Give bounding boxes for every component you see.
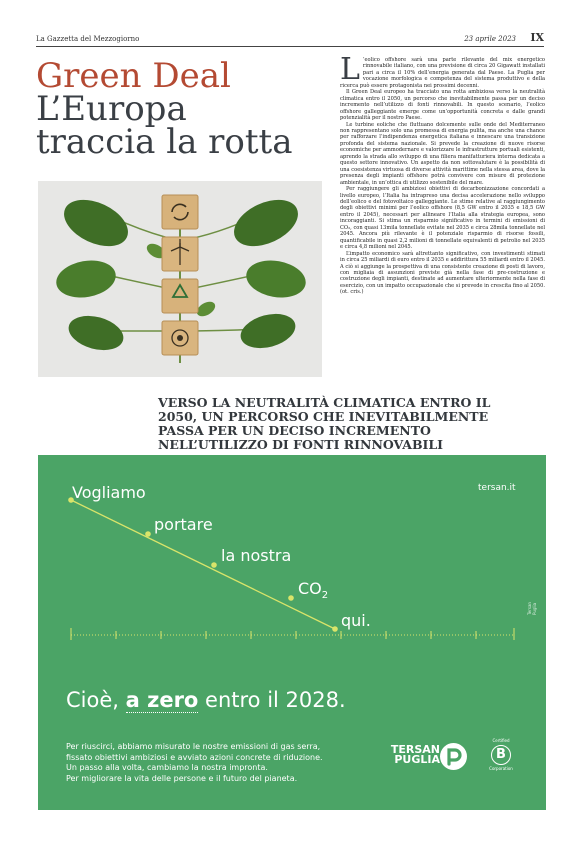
title-line-1: Green Deal (36, 56, 231, 96)
corporation-label: Corporation (489, 766, 513, 771)
ad-word-co2 (298, 579, 328, 601)
article-paragraph: Il Green Deal europeo ha tracciato una rotta ambiziosa verso la neutralità climatica entro il 2050, un percorso che inevitabilmente passa per un deciso incremento nell’utilizzo di fonti rinnovabili. In questo scenario, l’eolico offshore galleggiante emerge come un’opportunità concreta e dalle grandi potenzialità per il nostro Paese. (340, 89, 545, 122)
ad-body-line: fissato obiettivi ambiziosi e avviato azioni concrete di riduzione. (66, 752, 323, 762)
leaves-cubes-illustration (38, 181, 322, 377)
vertical-caption: Tersan Puglia (527, 602, 537, 615)
page-header (36, 33, 544, 47)
ad-word-qui: qui. (341, 611, 371, 630)
article-title (36, 56, 336, 162)
article-paragraph: ’eolico offshore sarà una parte rilevante del mix energetico rinnovabile italiano, con una previsione di circa 20 Gigawatt installati pari a circa il 10% dell’energia generata dal Paese. La Puglia per vocazione morfologica e competenza del sistema produttivo e della ricerca può essere protagonista nei prossimi decenni. (340, 57, 545, 89)
issue-date: 23 aprile 2023 (464, 35, 516, 43)
article-photo (38, 181, 322, 377)
tersan-advertisement (38, 455, 546, 810)
ad-body-text (66, 742, 366, 784)
tersan-logo-icon (440, 743, 467, 770)
article-kicker: VERSO LA NEUTRALITÀ CLIMATICA ENTRO IL 2050, UN PERCORSO CHE INEVITABILMENTE PASSA PER UN DECISO INCREMENTO NELL’UTILIZZO DI FONTI RINNOVABILI (158, 395, 491, 452)
ad-body-line: Un passo alla volta, cambiamo la nostra impronta. (66, 763, 268, 773)
headline-before: Cioè, (66, 688, 126, 712)
co2-subscript: 2 (321, 590, 329, 602)
ad-headline (66, 688, 346, 712)
ad-word-portare: portare (154, 515, 213, 534)
bcorp-b-icon: B (491, 745, 511, 765)
title-line-3: traccia la rotta (36, 122, 293, 162)
ad-body-line: Per riuscirci, abbiamo misurato le nostre emissioni di gas serra, (66, 742, 321, 751)
title-line-2: L’Europa (36, 89, 187, 129)
article-paragraph: Per raggiungere gli ambiziosi obiettivi di decarbonizzazione concordati a livello europeo, l’Italia ha intrapreso una decisa accelerazione nello sviluppo dell’eolico e del fotovoltaico galleggiante. Le stime relative al raggiungimento degli obiettivi minimi per l’eolico offshore (8,5 GW entro il 2035 e 18,5 GW entro il 2045), necessari per allineare l’Italia alla strategia europea, sono incoraggianti. Si stima un risparmio significativo in termini di emissioni di CO₂, con quasi 13mila tonnellate evitate nel 2035 e circa 28mila tonnellate nel 2045. Ancora più rilevante è il potenziale risparmio di risorse fossili, quantificabile in quasi 2,2 milioni di tonnellate equivalenti di petrolio nel 2035 e circa 4,8 milioni nel 2045. (340, 186, 545, 251)
brand-line-2: PUGLIA (394, 753, 440, 766)
brand-line-1: TERSAN (390, 743, 440, 756)
drop-cap: L (340, 52, 360, 87)
ad-body-line: Per migliorare la vita delle persone e il futuro del pianeta. (66, 773, 298, 783)
article-body (340, 52, 546, 296)
tersan-brand-name (390, 745, 440, 765)
co-text: CO (298, 579, 322, 598)
page-number: IX (530, 31, 544, 44)
logo-p-mark (440, 743, 467, 770)
newspaper-name: La Gazzetta del Mezzogiorno (36, 35, 140, 43)
article-paragraph: Le turbine eoliche che fluttuano dolcemente sulle onde del Mediterraneo non rappresentano solo una promessa di energia pulita, ma anche una chance per rafforzare l’indipendenza energetica italiana e innescare una transizione profonda del sistema nazionale. Si prevede la creazione di nuove risorse economiche per ammodernare e valorizzare le infrastrutture portuali esistenti, aprendo la strada allo sviluppo di una filiera manifatturiera interna dedicata a questo settore innovativo. Un aspetto da non sottovalutare è la possibilità di una coesistenza virtuosa di diverse attività marittime nella stessa area, dove la presenza degli impianti offshore potrà convivere con misure di protezione ambientale, in un’ottica di utilizzo sostenibile del mare. (340, 121, 545, 186)
headline-after: entro il 2028. (198, 688, 346, 712)
certified-label: Certified (492, 738, 510, 743)
article-paragraph: L’impatto economico sarà altrettanto significativo, con investimenti stimati in circa 25 miliardi di euro entro il 2035 e addirittura 55 miliardi entro il 2045. A ciò si aggiunge la prospettiva di una consistente creazione di posti di lavoro, con migliaia di assunzioni previste già nella fase di pre-costruzione e costruzione degli impianti, destinate ad aumentare ulteriormente nella fase di esercizio, con un impatto occupazionale che si prevede in crescita fino al 2050. (ot. cris.) (340, 250, 546, 296)
headline-bold: a zero (125, 688, 199, 712)
ad-word-vogliamo: Vogliamo (72, 483, 146, 502)
ad-word-la-nostra: la nostra (221, 546, 292, 565)
ad-website-link[interactable]: tersan.it (478, 483, 516, 493)
bcorp-badge (486, 738, 516, 772)
